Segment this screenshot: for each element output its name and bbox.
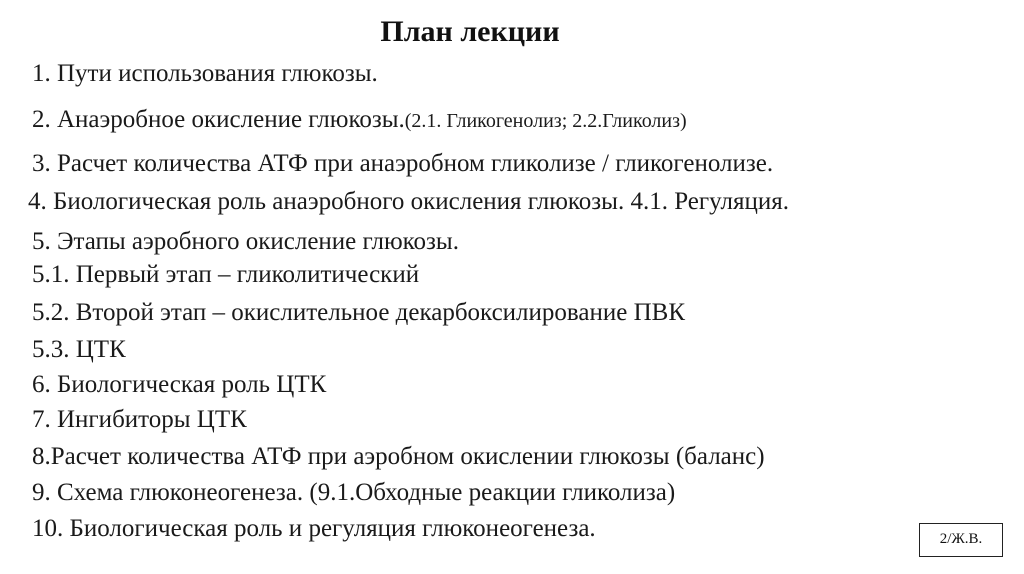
plan-item-text: 3. Расчет количества АТФ при анаэробном гликолизе / гликогенолизе. [32,150,774,177]
plan-item-5 [32,226,459,258]
plan-item-3 [32,148,773,180]
plan-item-5-3 [32,334,126,366]
slide-title: План лекции [380,15,560,48]
plan-item-2 [32,104,687,137]
plan-item-text: 10. Биологическая роль и регуляция глюконеогенеза. [32,515,596,542]
plan-item-text: 8.Расчет количества АТФ при аэробном окислении глюкозы (баланс) [32,443,765,470]
plan-item-8 [32,441,765,473]
plan-item-text: 7. Ингибиторы ЦТК [32,406,247,433]
plan-item-text: 5.2. Второй этап – окислительное декарбоксилирование ПВК [32,299,685,326]
plan-item-text: 6. Биологическая роль ЦТК [32,371,327,398]
plan-item-7 [32,404,247,436]
plan-item-text: 5.1. Первый этап – гликолитический [32,261,420,288]
plan-item-6 [32,369,326,401]
plan-item-4 [28,186,789,218]
plan-item-subtext: (2.1. Гликогенолиз; 2.2.Гликолиз) [404,110,687,132]
plan-item-text: 5. Этапы аэробного окисление глюкозы. [32,228,459,255]
plan-item-text: 2. Анаэробное окисление глюкозы. [32,106,405,133]
page-number-badge: 2/Ж.В. [919,523,1003,557]
plan-item-9 [32,477,675,509]
plan-item-5-2 [32,297,685,329]
plan-item-10 [32,513,596,545]
plan-item-text: 4. Биологическая роль анаэробного окисления глюкозы. 4.1. Регуляция. [28,188,790,215]
plan-item-text: 5.3. ЦТК [32,336,126,363]
plan-item-text: 9. Схема глюконеогенеза. (9.1.Обходные реакции гликолиза) [32,479,676,506]
plan-item-5-1 [32,259,419,291]
plan-item-1 [32,58,378,90]
plan-item-text: 1. Пути использования глюкозы. [32,60,378,87]
